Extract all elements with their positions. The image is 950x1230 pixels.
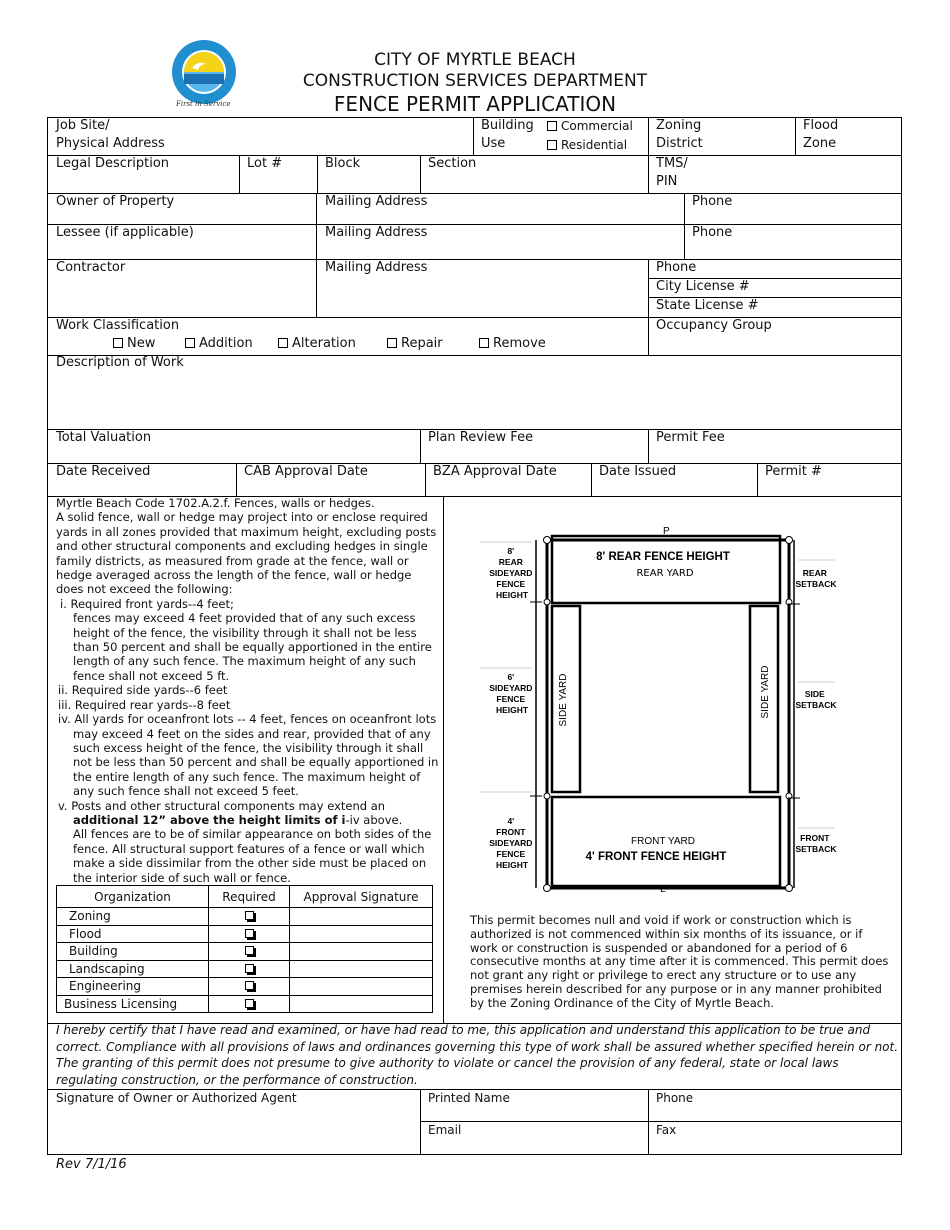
code-title: Myrtle Beach Code 1702.A.2.f. Fences, walls or hedges.	[56, 496, 375, 510]
building-use-label-2: Use	[481, 136, 506, 151]
revision-label: Rev 7/1/16	[56, 1157, 127, 1172]
occupancy-group-label: Occupancy Group	[656, 318, 772, 333]
contractor-label: Contractor	[56, 260, 126, 275]
code-item-iii: iii. Required rear yards--8 feet	[58, 697, 231, 712]
city-license-label: City License #	[656, 279, 750, 294]
left-side-label-3: FENCE	[496, 694, 526, 704]
owner-label: Owner of Property	[56, 194, 175, 209]
rear-yard-label: REAR YARD	[636, 568, 694, 579]
table-header-approval-signature: Approval Signature	[290, 886, 433, 908]
work-repair-option[interactable]: Repair	[387, 335, 443, 353]
left-rear-label-3: SIDEYARD	[489, 568, 533, 578]
zoning-label: Zoning	[656, 118, 702, 133]
work-alteration-option[interactable]: Alteration	[278, 335, 356, 353]
date-issued-label: Date Issued	[599, 464, 677, 479]
right-rear-label-1: REAR	[802, 568, 827, 578]
required-checkbox[interactable]	[245, 964, 254, 973]
work-repair-checkbox[interactable]	[387, 338, 397, 348]
svg-text:REAR SETBACK	[795, 568, 837, 589]
table-row: Zoning	[57, 908, 433, 926]
job-site-label: Job Site/	[56, 118, 110, 133]
zoning-district-label: District	[656, 136, 703, 151]
plan-review-fee-label: Plan Review Fee	[428, 430, 534, 445]
right-side-label-1: SIDE	[804, 689, 825, 699]
certification-statement: I hereby certify that I have read and examined, or have had read to me, this application and understand this application to be true and correct. Compliance with all provisions of laws and ordinances governing this type of work shall be assured whether specified herein or not. The granting of this permit does not presume to give authority to violate or cancel the provision of any federal, state or local laws regulating construction, or the performance of construction.	[56, 1023, 899, 1087]
flood-label: Flood	[803, 118, 839, 133]
bza-approval-label: BZA Approval Date	[433, 464, 557, 479]
table-row: Landscaping	[57, 960, 433, 978]
work-classification-label: Work Classification	[56, 318, 180, 333]
left-rear-label-1: 8'	[507, 546, 515, 556]
right-front-label-1: FRONT	[800, 833, 830, 843]
work-new-checkbox[interactable]	[113, 338, 123, 348]
fence-diagram	[470, 520, 850, 895]
required-checkbox[interactable]	[245, 911, 254, 920]
left-rear-label-5: HEIGHT	[495, 590, 529, 600]
date-received-label: Date Received	[56, 464, 151, 479]
code-item-i-body: fences may exceed 4 feet provided that of any such excess height of the fence, the visibility through it shall not be less than 50 percent and shall be equally apportioned in the entire length of any such fence. The maximum height of any such fence shall not exceed 5 ft.	[73, 611, 432, 683]
pin-label: PIN	[656, 174, 678, 189]
svg-text:6' SIDEYARD FENCE	[489, 672, 535, 715]
form-title: FENCE PERMIT APPLICATION	[333, 92, 617, 116]
owner-mailing-label: Mailing Address	[325, 194, 428, 209]
work-addition-checkbox[interactable]	[185, 338, 195, 348]
table-row: Business Licensing	[57, 995, 433, 1013]
right-side-label-2: SETBACK	[795, 700, 837, 710]
cab-approval-label: CAB Approval Date	[244, 464, 368, 479]
signature-phone-label: Phone	[656, 1091, 694, 1105]
left-rear-label-2: REAR	[498, 557, 523, 567]
department-name: CONSTRUCTION SERVICES DEPARTMENT	[302, 71, 648, 91]
code-item-v: v. Posts and other structural components may extend an	[58, 798, 386, 813]
residential-option[interactable]: Residential	[547, 136, 627, 154]
table-header-required: Required	[209, 886, 290, 908]
code-item-ii: ii. Required side yards--6 feet	[58, 683, 228, 698]
block-label: Block	[325, 156, 361, 171]
work-alteration-checkbox[interactable]	[278, 338, 288, 348]
logo-tagline: First in Service	[176, 100, 231, 108]
total-valuation-label: Total Valuation	[56, 430, 152, 445]
work-new-option[interactable]: New	[113, 335, 155, 353]
code-item-i: i. Required front yards--4 feet;	[60, 596, 234, 611]
required-checkbox[interactable]	[245, 999, 254, 1008]
left-rear-label-4: FENCE	[496, 579, 526, 589]
table-header-organization: Organization	[57, 886, 209, 908]
left-side-label-4: HEIGHT	[495, 705, 529, 715]
permit-validity-notice: This permit becomes null and void if work or construction which is authorized is not commenced within six months of its issuance, or if work or construction is suspended or abandoned for a period of 6 consecutive months at any time after it is commenced. This permit does not grant any right or privilege to erect any structure or to use any premises herein described for any purpose or in any manner prohibited by the Zoning Ordinance of the City of Myrtle Beach.	[470, 913, 889, 1010]
left-side-label-1: 6'	[507, 672, 515, 682]
contractor-phone-label: Phone	[656, 260, 697, 275]
left-front-label-1: 4'	[507, 816, 515, 826]
svg-text:4' FRONT SIDEYARD	[489, 816, 535, 870]
approval-table	[56, 885, 433, 1013]
work-remove-checkbox[interactable]	[479, 338, 489, 348]
tms-label: TMS/	[656, 156, 688, 171]
side-yard-label-left: SIDE YARD	[558, 673, 569, 727]
physical-address-label: Physical Address	[56, 136, 165, 151]
owner-phone-label: Phone	[692, 194, 733, 209]
svg-text:FRONT SETBACK	[795, 833, 837, 854]
front-yard-label: FRONT YARD	[631, 836, 695, 847]
permit-number-label: Permit #	[765, 464, 822, 479]
commercial-checkbox[interactable]	[547, 121, 557, 131]
permit-fee-label: Permit Fee	[656, 430, 725, 445]
description-of-work-label: Description of Work	[56, 355, 184, 370]
required-checkbox[interactable]	[245, 946, 254, 955]
left-front-label-5: HEIGHT	[495, 860, 529, 870]
required-checkbox[interactable]	[245, 981, 254, 990]
building-use-label: Building	[481, 118, 534, 133]
section-label: Section	[428, 156, 477, 171]
lessee-label: Lessee (if applicable)	[56, 225, 194, 240]
fax-label: Fax	[656, 1123, 677, 1137]
left-front-label-2: FRONT	[496, 827, 526, 837]
right-rear-label-2: SETBACK	[795, 579, 837, 589]
code-item-iv: iv. All yards for oceanfront lots -- 4 feet, fences on oceanfront lots may exceed 4 feet on the sides and rear, provided that of any such excess height of the fence, the visibility through it shall not be less than 50 percent and shall be equally apportioned in the entire length of any such fence. The maximum height of any such fence shall not exceed 5 feet.	[58, 712, 439, 799]
property-line-mark-top: P	[663, 526, 670, 537]
lessee-mailing-label: Mailing Address	[325, 225, 428, 240]
commercial-option[interactable]: Commercial	[547, 117, 633, 135]
code-item-v-bold: additional 12” above the height limits of i-iv above.	[73, 812, 403, 827]
code-item-v-body: All fences are to be of similar appearance on both sides of the fence. All structural support features of a fence or wall which make a side dissimilar from the other side must be placed on the interior side of such wall or fence.	[73, 827, 432, 885]
work-remove-option[interactable]: Remove	[479, 335, 546, 353]
legal-description-label: Legal Description	[56, 156, 170, 171]
residential-checkbox[interactable]	[547, 140, 557, 150]
side-yard-label-right: SIDE YARD	[760, 665, 771, 719]
contractor-mailing-label: Mailing Address	[325, 260, 428, 275]
table-row: Building	[57, 943, 433, 961]
printed-name-label: Printed Name	[428, 1091, 510, 1105]
state-license-label: State License #	[656, 298, 759, 313]
flood-zone-label: Zone	[803, 136, 837, 151]
svg-text:8' REAR SIDEYARD F	[489, 546, 535, 600]
svg-text:SIDE SETBACK	[795, 689, 837, 710]
lessee-phone-label: Phone	[692, 225, 733, 240]
code-intro: A solid fence, wall or hedge may project into or enclose required yards in all zones provided that maximum height, excluding posts and other structural components and excluding hedges in single family districts, as measured from grade at the fence, wall or hedge averaged across the length of the fence, wall or hedge does not exceed the following:	[56, 510, 437, 597]
city-name: CITY OF MYRTLE BEACH	[374, 50, 576, 70]
fence-code-text	[56, 496, 441, 885]
table-row: Engineering	[57, 978, 433, 996]
signature-label: Signature of Owner or Authorized Agent	[56, 1091, 297, 1105]
left-front-label-3: SIDEYARD	[489, 838, 533, 848]
front-fence-height-label: 4' FRONT FENCE HEIGHT	[585, 851, 727, 863]
lot-label: Lot #	[247, 156, 283, 171]
work-addition-option[interactable]: Addition	[185, 335, 253, 353]
email-label: Email	[428, 1123, 462, 1137]
left-side-label-2: SIDEYARD	[489, 683, 533, 693]
right-front-label-2: SETBACK	[795, 844, 837, 854]
left-front-label-4: FENCE	[496, 849, 526, 859]
table-row: Flood	[57, 925, 433, 943]
required-checkbox[interactable]	[245, 929, 254, 938]
property-line-mark-bottom: L	[660, 884, 666, 895]
rear-fence-height-label: 8' REAR FENCE HEIGHT	[596, 551, 730, 563]
